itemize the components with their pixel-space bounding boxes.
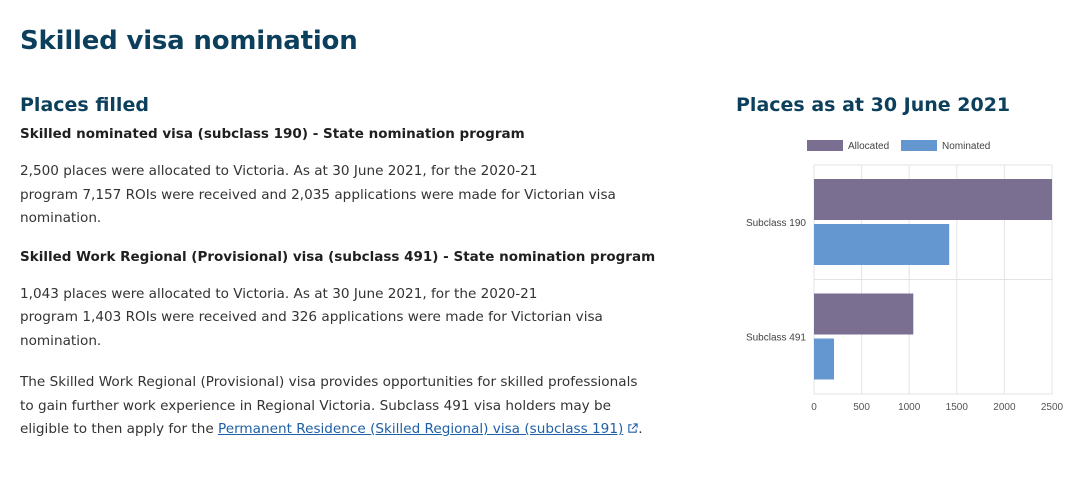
places-filled-section — [20, 94, 710, 460]
regional-info-suffix: . — [638, 421, 643, 437]
category-label: Subclass 190 — [745, 218, 806, 229]
bar — [814, 339, 834, 380]
legend-swatch — [807, 140, 843, 151]
x-tick-label: 1500 — [945, 402, 968, 413]
subclass-491-paragraph — [20, 283, 710, 354]
bar — [814, 179, 1052, 220]
chart-title: Places as at 30 June 2021 — [736, 94, 1011, 116]
subclass-190-line: nomination. — [20, 210, 102, 226]
subclass-491-heading: Skilled Work Regional (Provisional) visa (subclass 491) - State nomination program — [20, 248, 656, 265]
subclass-491-line: nomination. — [20, 332, 102, 349]
x-tick-label: 2000 — [993, 402, 1016, 413]
bar — [814, 224, 949, 265]
chart-section — [736, 94, 1066, 413]
regional-info-line: to gain further work experience in Regional Victoria. Subclass 491 visa holders may be — [20, 397, 612, 414]
subclass-190-line: program 7,157 ROIs were received and 2,035 applications were made for Victorian visa — [20, 186, 616, 203]
subclass-491-line: program 1,403 ROIs were received and 326 applications were made for Victorian visa — [20, 309, 603, 325]
subclass-190-paragraph — [20, 160, 710, 231]
regional-info-line: The Skilled Work Regional (Provisional) visa provides opportunities for skilled professionals — [20, 374, 638, 390]
places-bar-chart — [736, 138, 1070, 428]
x-tick-label: 1000 — [898, 402, 921, 413]
bar — [814, 294, 913, 335]
subclass-190-line: 2,500 places were allocated to Victoria. As at 30 June 2021, for the 2020-21 — [20, 163, 538, 179]
regional-info-line: eligible to then apply for the — [20, 421, 218, 437]
category-label: Subclass 491 — [745, 332, 806, 344]
x-tick-label: 0 — [811, 402, 817, 413]
x-tick-label: 2500 — [1040, 402, 1064, 413]
regional-info-paragraph — [20, 371, 710, 442]
subclass-191-link[interactable] — [218, 421, 638, 437]
external-link-icon — [627, 423, 638, 434]
places-filled-heading: Places filled — [20, 94, 149, 116]
legend-label: Allocated — [848, 141, 890, 152]
page-title: Skilled visa nomination — [20, 26, 358, 56]
legend-swatch — [901, 140, 937, 151]
subclass-491-line: 1,043 places were allocated to Victoria. As at 30 June 2021, for the 2020-21 — [20, 285, 538, 302]
subclass-191-link-text: Permanent Residence (Skilled Regional) visa (subclass 191) — [218, 421, 624, 437]
subclass-190-heading: Skilled nominated visa (subclass 190) - State nomination program — [20, 126, 525, 142]
legend-label: Nominated — [942, 141, 991, 152]
x-tick-label: 500 — [853, 402, 870, 413]
